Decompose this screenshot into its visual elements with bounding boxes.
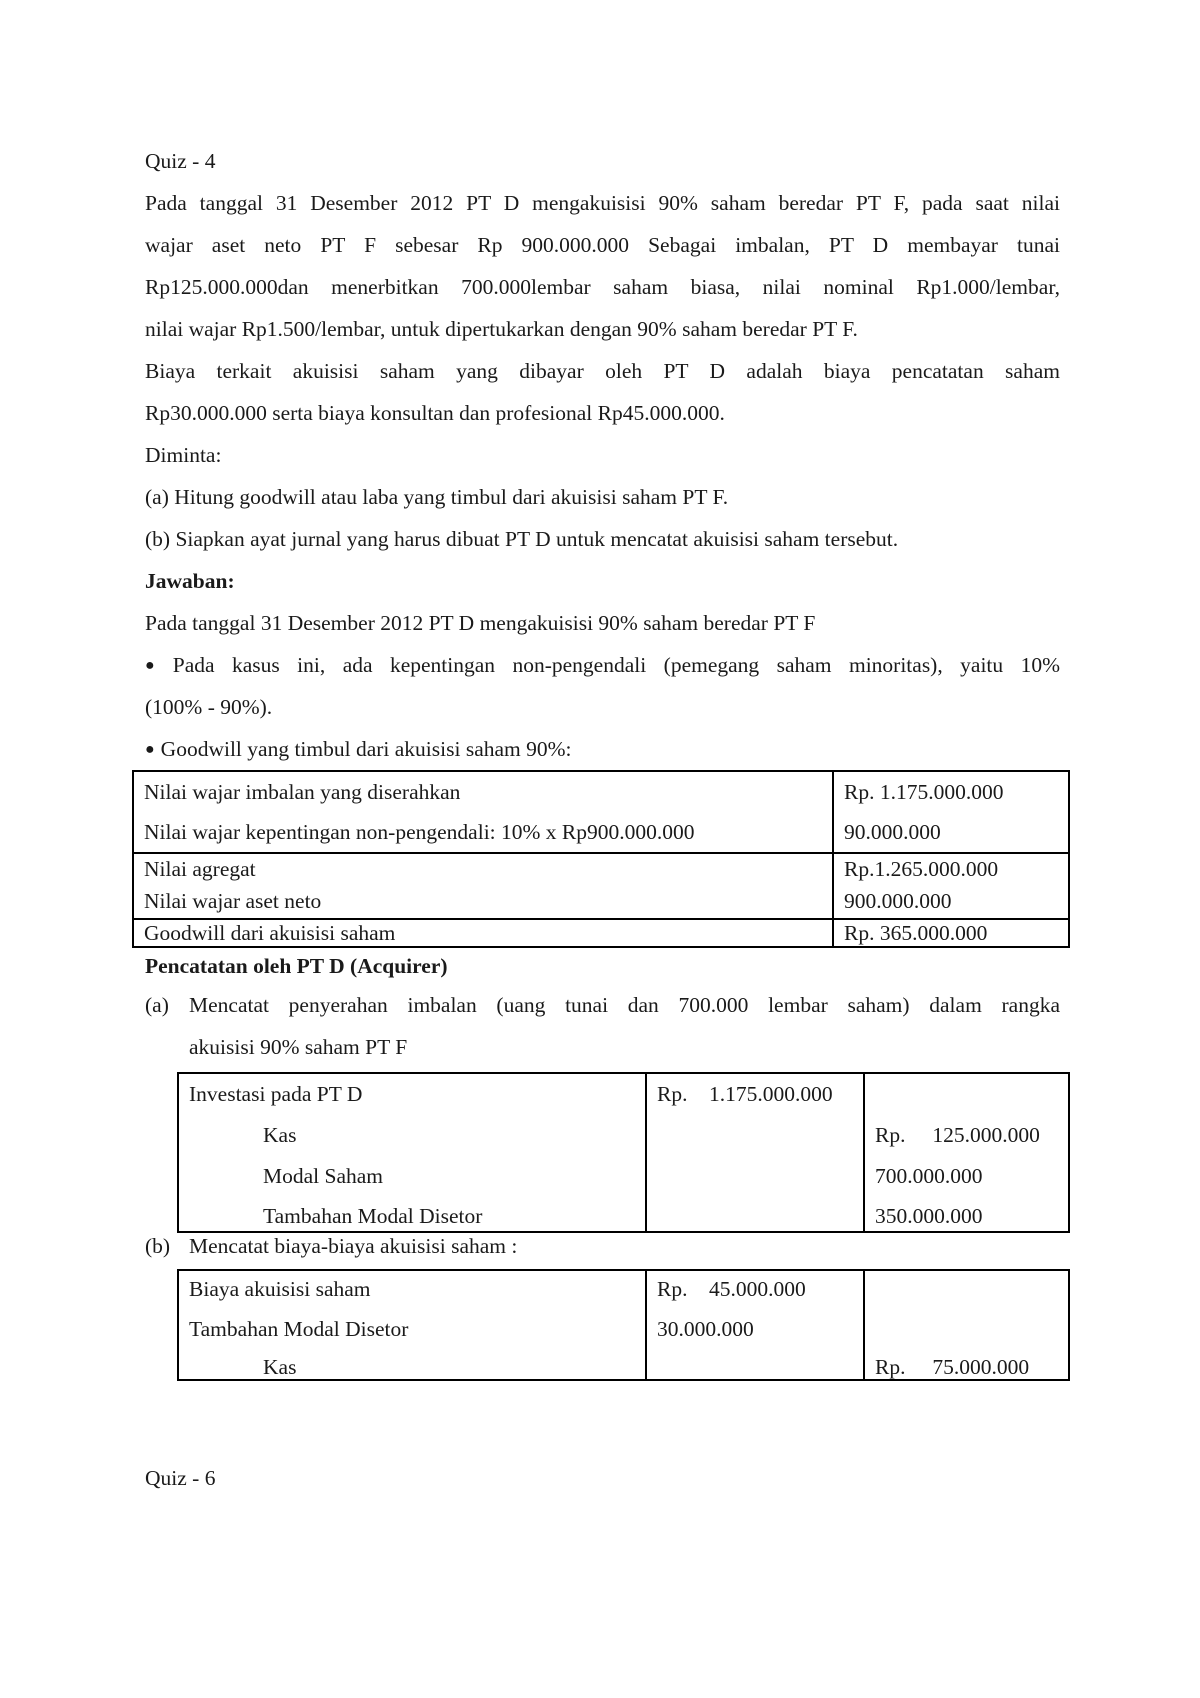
- table-row: [178, 1270, 1069, 1380]
- aggregate-value-value: Rp.1.265.000.000: [844, 857, 999, 881]
- item-a-text-line1: Mencatat penyerahan imbalan (uang tunai dan 700.000 lembar saham) dalam rangka: [189, 993, 1060, 1017]
- net-assets-fair-value-label: Nilai wajar aset neto: [144, 889, 322, 913]
- quiz4-para2-line1: Biaya terkait akuisisi saham yang dibayar oleh PT D adalah biaya pencatatan saham: [145, 359, 1060, 383]
- journal-credit-cell: [864, 1270, 1069, 1380]
- bullet1-text: Pada kasus ini, ada kepentingan non-pengendali (pemegang saham minoritas), yaitu 10%: [172, 653, 1060, 677]
- quiz6-title: Quiz - 6: [145, 1466, 216, 1490]
- table-row: [178, 1073, 1069, 1232]
- item-a-label: (a): [145, 993, 169, 1017]
- bullet2-text: Goodwill yang timbul dari akuisisi saham 90%:: [160, 737, 572, 761]
- question-a: (a) Hitung goodwill atau laba yang timbul dari akuisisi saham PT F.: [145, 485, 729, 509]
- item-a-text-line2: akuisisi 90% saham PT F: [189, 1035, 408, 1059]
- goodwill-table: [132, 770, 1070, 948]
- bullet1-line1: [145, 644, 1060, 686]
- table-row: [133, 853, 1069, 919]
- bullet-icon: ●: [145, 657, 167, 674]
- journal-credit-cell: [864, 1073, 1069, 1232]
- journal-account: Investasi pada PT D: [189, 1082, 363, 1106]
- goodwill-value-cell: [833, 853, 1069, 919]
- journal-account-cell: [178, 1270, 646, 1380]
- pencatatan-heading: Pencatatan oleh PT D (Acquirer): [145, 954, 448, 978]
- diminta-label: Diminta:: [145, 443, 222, 467]
- nci-fair-value-value: 90.000.000: [844, 820, 941, 844]
- journal-debit-cell: [646, 1270, 864, 1380]
- journal-account: Kas: [263, 1355, 297, 1379]
- journal-account: Tambahan Modal Disetor: [189, 1317, 409, 1341]
- journal-credit: [875, 1271, 1058, 1309]
- net-assets-fair-value-value: 900.000.000: [844, 889, 952, 913]
- quiz4-title: Quiz - 4: [145, 149, 216, 173]
- journal-credit: [875, 1309, 1058, 1347]
- question-b: (b) Siapkan ayat jurnal yang harus dibuat PT D untuk mencatat akuisisi saham tersebut.: [145, 527, 899, 551]
- table-row: [133, 919, 1069, 947]
- goodwill-label: Goodwill dari akuisisi saham: [144, 921, 396, 945]
- journal-credit: 350.000.000: [875, 1204, 983, 1228]
- goodwill-value-cell: [833, 771, 1069, 853]
- journal-account-cell: [178, 1073, 646, 1232]
- journal-debit-cell: [646, 1073, 864, 1232]
- journal-credit: Rp. 125.000.000: [875, 1123, 1040, 1147]
- goodwill-value-cell: [833, 919, 1069, 947]
- nci-fair-value-label: Nilai wajar kepentingan non-pengendali: 10% x Rp900.000.000: [144, 820, 695, 844]
- goodwill-label-cell: [133, 771, 833, 853]
- goodwill-value: Rp. 365.000.000: [844, 921, 988, 945]
- fair-value-consideration-value: Rp. 1.175.000.000: [844, 780, 1004, 804]
- aggregate-value-label: Nilai agregat: [144, 857, 256, 881]
- jawaban-intro: Pada tanggal 31 Desember 2012 PT D mengakuisisi 90% saham beredar PT F: [145, 611, 816, 635]
- item-a: [145, 984, 1060, 1068]
- journal-debit: Rp. 45.000.000: [657, 1277, 806, 1301]
- journal-table-b: [177, 1269, 1070, 1381]
- journal-debit: 30.000.000: [657, 1317, 754, 1341]
- journal-account: Tambahan Modal Disetor: [263, 1204, 483, 1228]
- journal-credit: [875, 1074, 1058, 1115]
- quiz4-para2-line2: Rp30.000.000 serta biaya konsultan dan profesional Rp45.000.000.: [145, 401, 725, 425]
- goodwill-label-cell: [133, 919, 833, 947]
- journal-credit: 700.000.000: [875, 1164, 983, 1188]
- journal-debit: Rp. 1.175.000.000: [657, 1082, 833, 1106]
- journal-table-a: [177, 1072, 1070, 1233]
- quiz4-para1-line3: Rp125.000.000dan menerbitkan 700.000lembar saham biasa, nilai nominal Rp1.000/lembar,: [145, 275, 1060, 299]
- document-page: [145, 140, 1060, 1499]
- goodwill-label-cell: [133, 853, 833, 919]
- bullet1-line2: (100% - 90%).: [145, 695, 273, 719]
- item-b-label: (b): [145, 1234, 171, 1258]
- quiz4-para1-line1: Pada tanggal 31 Desember 2012 PT D mengakuisisi 90% saham beredar PT F, pada saat nilai: [145, 191, 1060, 215]
- table-row: [133, 771, 1069, 853]
- jawaban-heading: Jawaban:: [145, 569, 235, 593]
- journal-account: Biaya akuisisi saham: [189, 1277, 371, 1301]
- journal-credit: Rp. 75.000.000: [875, 1355, 1030, 1379]
- journal-account: Modal Saham: [263, 1164, 384, 1188]
- fair-value-consideration-label: Nilai wajar imbalan yang diserahkan: [144, 780, 461, 804]
- bullet2: [145, 728, 1060, 770]
- journal-account: Kas: [263, 1123, 297, 1147]
- quiz4-para1-line2: wajar aset neto PT F sebesar Rp 900.000.000 Sebagai imbalan, PT D membayar tunai: [145, 233, 1060, 257]
- bullet-icon: ●: [145, 741, 155, 758]
- quiz4-para1-line4: nilai wajar Rp1.500/lembar, untuk dipertukarkan dengan 90% saham beredar PT F.: [145, 317, 858, 341]
- item-b-text: Mencatat biaya-biaya akuisisi saham :: [189, 1234, 518, 1258]
- item-b: [145, 1233, 1060, 1269]
